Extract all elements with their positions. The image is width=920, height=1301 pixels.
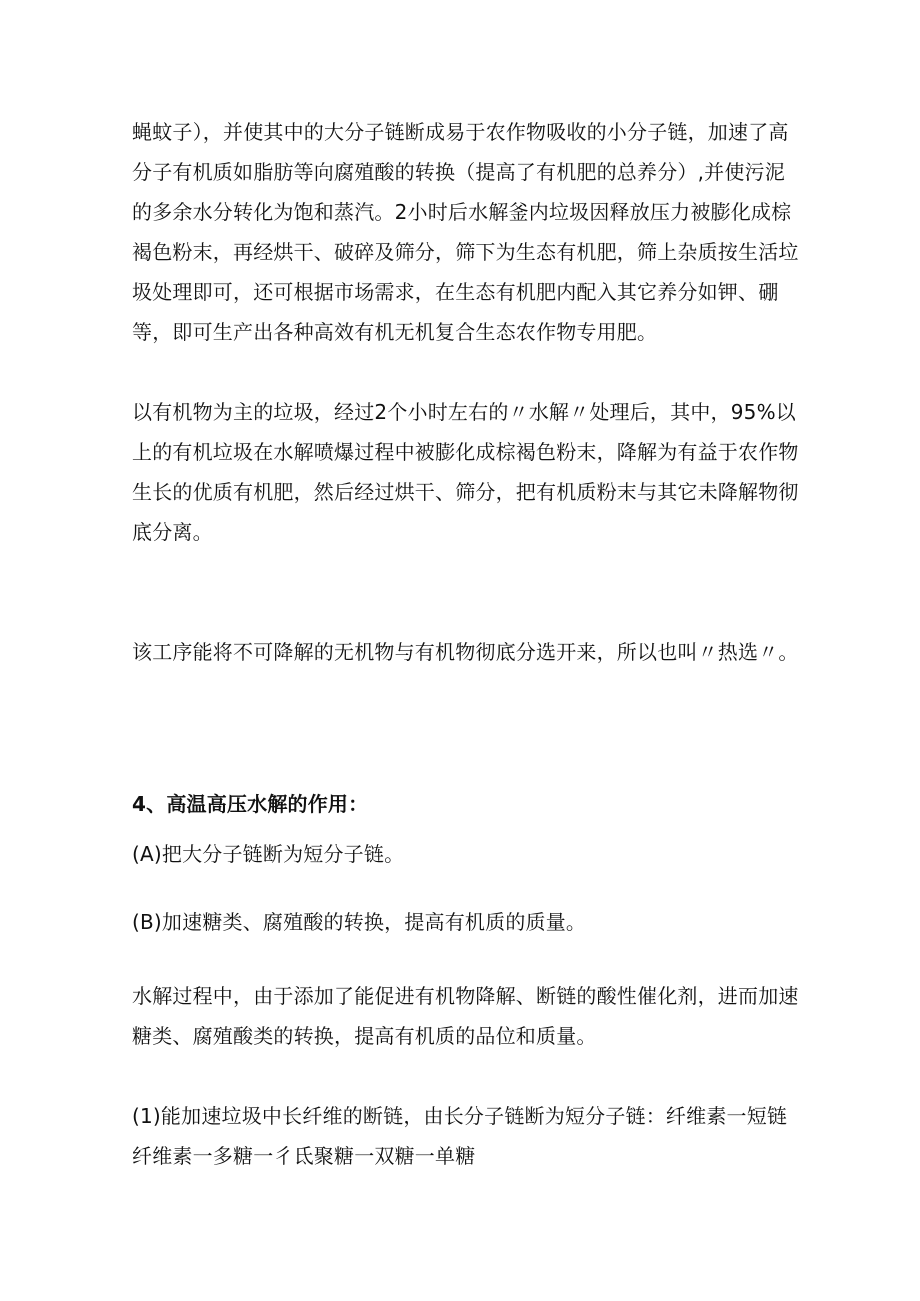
- paragraph-catalyst: 水解过程中，由于添加了能促进有机物降解、断链的酸性催化剂，进而加速糖类、腐殖酸类的转换，提高有机质的品位和质量。: [132, 984, 799, 1048]
- paragraph-thermal-separation: 该工序能将不可降解的无机物与有机物彻底分选开来，所以也叫〃热选〃。: [132, 640, 799, 664]
- list-item-a: (A)把大分子链断为短分子链。: [132, 842, 405, 866]
- section-heading: 4、高温高压水解的作用：: [132, 792, 369, 816]
- numbered-item-1: (1)能加速垃圾中长纤维的断链，由长分子链断为短分子链：纤维素一短链纤维素一多糖一彳氐聚糖一双糖一单糖: [132, 1104, 788, 1168]
- paragraph-organic-waste-treatment: 以有机物为主的垃圾，经过2个小时左右的〃水解〃处理后，其中，95%以上的有机垃圾在水解喷爆过程中被膨化成棕褐色粉末，降解为有益于农作物生长的优质有机肥，然后经过烘干、筛分，把有机质粉末与其它未降解物彻底分离。: [132, 400, 799, 544]
- list-item-b: (B)加速糖类、腐殖酸的转换，提高有机质的质量。: [132, 910, 587, 934]
- paragraph-hydrolysis-process: 蝇蚊子），并使其中的大分子链断成易于农作物吸收的小分子链，加速了高分子有机质如脂肪等向腐殖酸的转换（提高了有机肥的总养分）,并使污泥的多余水分转化为饱和蒸汽。2小时后水解釜内垃圾因释放压力被膨化成棕褐色粉末，再经烘干、破碎及筛分，筛下为生态有机肥，筛上杂质按生活垃圾处理即可，还可根据市场需求，在生态有机肥内配入其它养分如钾、硼等，即可生产出各种高效有机无机复合生态农作物专用肥。: [132, 120, 799, 344]
